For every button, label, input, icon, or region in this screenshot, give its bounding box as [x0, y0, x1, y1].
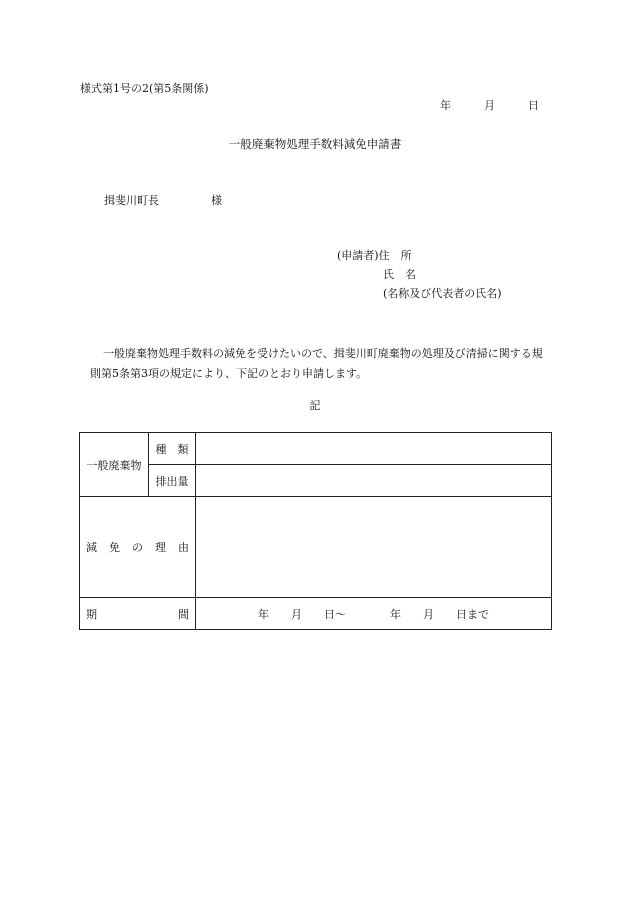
table-row-type	[80, 433, 552, 465]
ki-heading: 記	[309, 399, 321, 412]
application-table	[79, 432, 552, 630]
table-row-period	[80, 598, 552, 630]
addressee	[104, 194, 222, 208]
waste-category-label: 一般廃棄物	[80, 433, 149, 497]
reason-label-char: 由	[178, 541, 189, 554]
table-row-reason	[80, 497, 552, 598]
application-body-text: 一般廃棄物処理手数料の減免を受けたいので、揖斐川町廃棄物の処理及び清掃に関する規則第5条第3項の規定により、下記のとおり申請します。	[90, 347, 543, 380]
applicant-name-note: (名称及び代表者の氏名)	[383, 287, 502, 300]
table-row-amount	[80, 465, 552, 497]
reason-label-char: の	[132, 541, 143, 554]
document-title: 一般廃棄物処理手数料減免申請書	[228, 137, 402, 151]
date-line	[440, 99, 539, 113]
period-value[interactable]: 年 月 日〜 年 月 日まで	[196, 598, 552, 630]
form-number: 様式第1号の2(第5条関係)	[80, 82, 209, 95]
applicant-name-label: 氏 名	[383, 268, 416, 281]
date-year: 年	[440, 99, 451, 112]
period-label-char: 間	[178, 607, 189, 621]
date-month: 月	[484, 99, 495, 112]
reason-value-cell[interactable]	[196, 497, 552, 598]
type-label: 種 類	[149, 433, 196, 465]
amount-value-cell[interactable]	[196, 465, 552, 497]
applicant-address-label: (申請者)住 所	[337, 249, 412, 262]
reason-label	[80, 497, 196, 598]
addressee-name: 揖斐川町長	[104, 194, 159, 207]
reason-label-char: 理	[155, 541, 166, 554]
amount-label: 排出量	[149, 465, 196, 497]
reason-label-char: 免	[109, 541, 120, 554]
date-day: 日	[528, 99, 539, 112]
addressee-honorific: 様	[211, 194, 222, 207]
period-label-char: 期	[86, 607, 97, 621]
type-value-cell[interactable]	[196, 433, 552, 465]
reason-label-char: 減	[86, 541, 97, 554]
period-label	[80, 598, 196, 630]
